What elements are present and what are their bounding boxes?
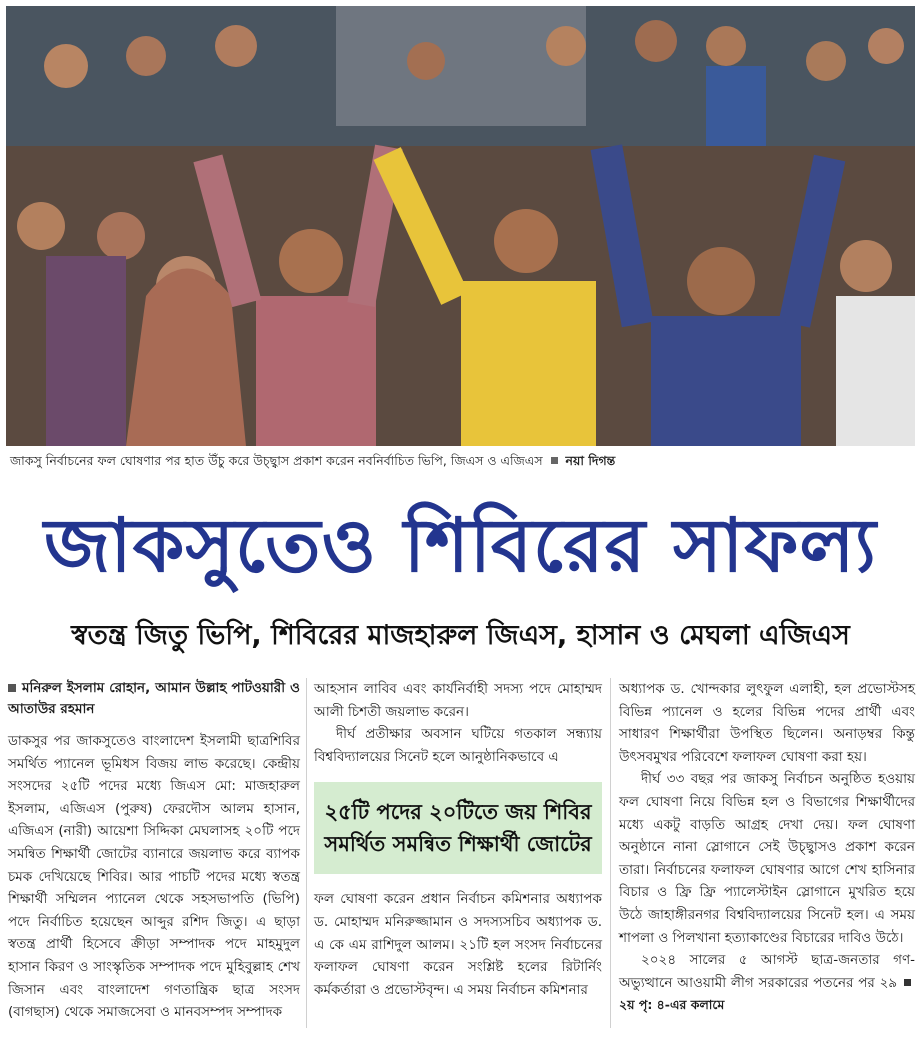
headline: জাকসুতেও শিবিরের সাফল্য	[43, 503, 878, 589]
crowd-photo-illustration	[6, 6, 915, 446]
news-photo	[6, 6, 915, 446]
continuation-text[interactable]: ২য় পৃ: ৪-এর কলামে	[619, 997, 725, 1013]
caption-text: জাকসু নির্বাচনের ফল ঘোষণার পর হাত উঁচু করে উচ্ছ্বাস প্রকাশ করেন নবনির্বাচিত ভিপি, জিএস ও এজিএস	[10, 453, 543, 468]
article-paragraph: ফল ঘোষণা করেন প্রধান নির্বাচন কমিশনার অধ্যাপক ড. মোহাম্মদ মনিরুজ্জামান ও সদস্যসচিব অধ্যাপক ড. এ কে এম রাশিদুল আলম। ২১টি হল সংসদ নির্বাচনের ফলাফল ঘোষণা করেন সংশ্লিষ্ট হলের রিটার্নিং কর্মকর্তারা ও প্রভোস্টবৃন্দ। এ সময় নির্বাচন কমিশনার	[314, 891, 603, 998]
article-paragraph	[619, 949, 915, 1017]
pull-quote-text: ২৫টি পদের ২০টিতে জয় শিবির সমর্থিত সমন্বিত শিক্ষার্থী জোটের	[324, 800, 592, 857]
byline	[8, 678, 300, 720]
article-paragraph: অধ্যাপক ড. খোন্দকার লুৎফুল এলাহী, হল প্রভোস্টসহ বিভিন্ন প্যানেল ও হলের বিভিন্ন পদের প্রার্থী এবং সাধারণ শিক্ষার্থীরা উপস্থিত ছিলেন। অনাড়ম্বর কিন্তু উৎসবমুখর পরিবেশে ফলাফল ঘোষণা করা হয়।	[619, 681, 915, 765]
photo-caption	[10, 452, 910, 470]
article-column-2	[314, 678, 602, 1001]
photo-credit: নয়া দিগন্ত	[565, 453, 616, 468]
article-column-3	[619, 678, 915, 1017]
pull-quote-box	[314, 782, 602, 874]
article-paragraph: আহসান লাবিব এবং কার্যনির্বাহী সদস্য পদে মোহাম্মদ আলী চিশতী জয়লাভ করেন।	[314, 681, 602, 720]
separator-square-icon	[551, 457, 558, 464]
byline-text: মনিরুল ইসলাম রোহান, আমান উল্লাহ পাটওয়ারী ও আতাউর রহমান	[8, 680, 300, 717]
article-column-1	[8, 678, 300, 1024]
subheadline: স্বতন্ত্র জিতু ভিপি, শিবিরের মাজহারুল জিএস, হাসান ও মেঘলা এজিএস	[71, 620, 850, 651]
article-paragraph-text: ২০২৪ সালের ৫ আগস্ট ছাত্র-জনতার গণ-অভ্যুত্থানে আওয়ামী লীগ সরকারের পতনের পর ২৯	[619, 952, 915, 991]
column-divider	[306, 678, 307, 1028]
article-paragraph: ডাকসুর পর জাকসুতেও বাংলাদেশ ইসলামী ছাত্রশিবির সমর্থিত প্যানেল ভূমিধস বিজয় লাভ করেছে। কেন্দ্রীয় সংসদের ২৫টি পদের মধ্যে জিএস মো: মাজহারুল ইসলাম, এজিএস (পুরুষ) ফেরদৌস আলম হাসান, এজিএস (নারী) আয়েশা সিদ্দিকা মেঘলাসহ ২০টি পদে সমন্বিত শিক্ষার্থী জোটের ব্যানারে জয়লাভ করে ব্যাপক চমক দেখিয়েছে শিবির। আর পাচটি পদের মধ্যে স্বতন্ত্র শিক্ষার্থী সম্মিলন প্যানেল থেকে সহসভাপতি (ভিপি) পদে নির্বাচিত হয়েছেন আব্দুর রশিদ জিতু। এ ছাড়া স্বতন্ত্র প্রার্থী হিসেবে ক্রীড়া সম্পাদক পদে মাহমুদুল হাসান কিরণ ও সাংস্কৃতিক সম্পাদক পদে মুহিবুল্লাহ শেখ জিসান এবং বাংলাদেশ গণতান্ত্রিক ছাত্র সংসদ (বাগছাস) থেকে সমাজসেবা ও মানবসম্পদ সম্পাদক	[8, 733, 300, 1021]
article-paragraph: দীর্ঘ ৩৩ বছর পর জাকসু নির্বাচন অনুষ্ঠিত হওয়ায় ফল ঘোষণা নিয়ে বিভিন্ন হল ও বিভাগের শিক্ষার্থীদের মধ্যে একটু বাড়তি আগ্রহ দেখা দেয়। ফল ঘোষণা অনুষ্ঠানে নানা স্লোগানে সেই উচ্ছ্বাসও প্রকাশ করেন তারা। নির্বাচনের ফলাফল ঘোষণার আগে শেখ হাসিনার বিচার ও ফ্রি ফ্রি প্যালেস্টাইন স্লোগানে মুখরিত হয়ে উঠে জাহাঙ্গীরনগর বিশ্ববিদ্যালয়ের সিনেট হল। এ সময় শাপলা ও পিলখানা হত্যাকাণ্ডের বিচারের দাবিও উঠে।	[619, 771, 915, 946]
continuation-square-icon	[904, 979, 911, 986]
byline-square-icon	[8, 684, 16, 692]
column-divider	[610, 678, 611, 1028]
article-paragraph: দীর্ঘ প্রতীক্ষার অবসান ঘটিয়ে গতকাল সন্ধ্যায় বিশ্ববিদ্যালয়ের সিনেট হলে আনুষ্ঠানিকভাবে এ	[314, 726, 602, 765]
